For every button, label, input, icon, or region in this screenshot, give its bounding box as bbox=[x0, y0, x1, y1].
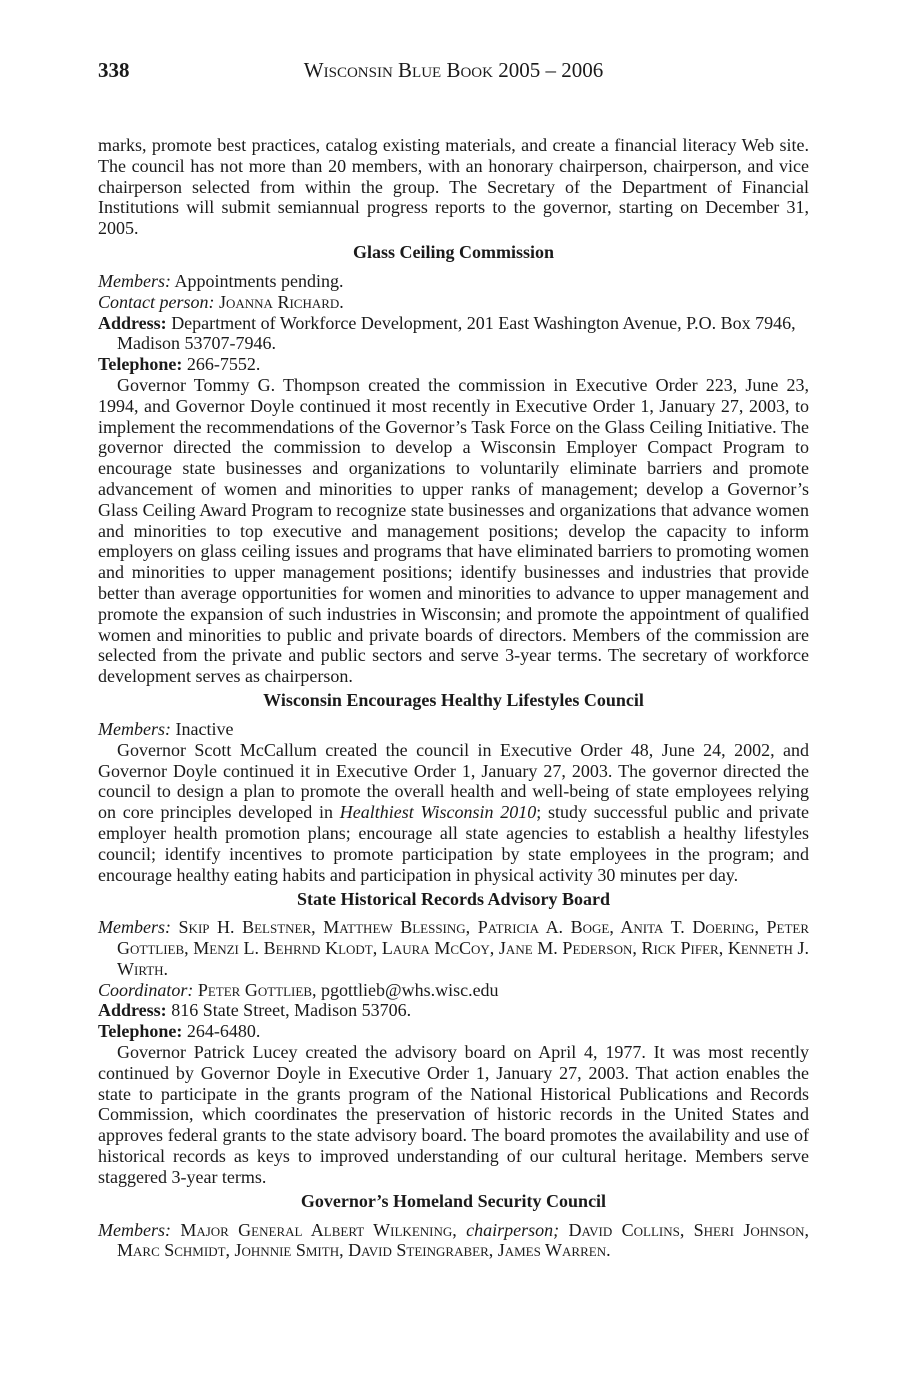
address-label: Address: bbox=[98, 312, 167, 333]
description-title-italic: Healthiest Wisconsin 2010 bbox=[339, 802, 537, 823]
page-body bbox=[98, 135, 809, 1261]
telephone-value: 266-7552. bbox=[186, 354, 261, 375]
running-head: Wisconsin Blue Book 2005 – 2006 bbox=[303, 58, 604, 82]
members-line bbox=[98, 917, 809, 979]
members-chair: Major General Albert Wilkening, bbox=[180, 1219, 457, 1240]
telephone-label: Telephone: bbox=[98, 354, 183, 375]
address-line bbox=[98, 313, 809, 355]
chair-role: chairperson; bbox=[466, 1219, 560, 1240]
healthy-lifestyles-section bbox=[98, 687, 809, 885]
members-line bbox=[98, 271, 809, 292]
members-value: Skip H. Belstner, Matthew Blessing, Patricia A. Boge, Anita T. Doering, Peter Gottlieb, Menzi L. Behrnd Klodt, Laura McCoy, Jane M. Pederson, Rick Pifer, Kenneth J. Wirth. bbox=[117, 917, 810, 979]
contact-line bbox=[98, 292, 809, 313]
contact-value: Joanna Richard. bbox=[219, 291, 344, 312]
section-title: State Historical Records Advisory Board bbox=[297, 888, 610, 909]
address-value: 816 State Street, Madison 53706. bbox=[171, 1000, 412, 1021]
coordinator-name: Peter Gottlieb, bbox=[197, 979, 317, 1000]
address-line bbox=[98, 1000, 809, 1021]
members-label: Members: bbox=[98, 917, 171, 938]
telephone-label: Telephone: bbox=[98, 1021, 183, 1042]
telephone-line bbox=[98, 1021, 809, 1042]
section-title: Glass Ceiling Commission bbox=[352, 242, 555, 263]
address-label: Address: bbox=[98, 1000, 167, 1021]
contact-label: Contact person: bbox=[98, 291, 215, 312]
address-value: Department of Workforce Development, 201 East Washington Avenue, P.O. Box 7946, Madison 53707-7946. bbox=[117, 312, 796, 354]
members-label: Members: bbox=[98, 1219, 171, 1240]
homeland-security-section bbox=[98, 1188, 809, 1262]
members-line bbox=[98, 1220, 809, 1262]
members-rest: David Collins, Sheri Johnson, Marc Schmidt, Johnnie Smith, David Steingraber, James Warren. bbox=[117, 1219, 810, 1261]
historical-records-section bbox=[98, 885, 809, 1187]
section-title: Governor’s Homeland Security Council bbox=[300, 1191, 607, 1212]
coordinator-email[interactable]: pgottlieb@whs.wisc.edu bbox=[321, 979, 499, 1000]
telephone-value: 264-6480. bbox=[186, 1021, 261, 1042]
section-description: Governor Patrick Lucey created the advisory board on April 4, 1977. It was most recently continued by Governor Doyle in Executive Order 1, January 27, 2003. That action enables the state to participate in the grants program of the National Historical Publications and Records Commission, which coordinates the preservation of historic records in the United States and approves federal grants to the state advisory board. The board promotes the availability and use of historical records as keys to improved understanding of our cultural heritage. Members serve staggered 3-year terms. bbox=[98, 1042, 809, 1187]
members-line bbox=[98, 719, 809, 740]
description-part: Governor Scott McCallum created the council in Executive Order 48, June 24, 2002, and Governor Doyle continued it in Executive Order 1, January 27, 2003. The governor directed the council to design a plan to promote the overall health and well-being of state employees relying on core principles developed in bbox=[98, 739, 809, 823]
members-value: Appointments pending. bbox=[174, 270, 344, 291]
coordinator-line bbox=[98, 980, 809, 1001]
glass-ceiling-section bbox=[98, 239, 809, 687]
telephone-line bbox=[98, 354, 809, 375]
section-title: Wisconsin Encourages Healthy Lifestyles Council bbox=[263, 690, 644, 711]
section-description: Governor Tommy G. Thompson created the commission in Executive Order 223, June 23, 1994, and Governor Doyle continued it most recently in Executive Order 1, January 27, 2003, to implement the recommendations of the Governor’s Task Force on the Glass Ceiling Initiative. The governor directed the commission to develop a Wisconsin Employer Compact Program to encourage state businesses and organizations to voluntarily eliminate barriers and promote advancement of women and minorities to upper ranks of management; develop a Governor’s Glass Ceiling Award Program to recognize state businesses and organizations that advance women and minorities to top executive and management positions; develop the capacity to inform employers on glass ceiling issues and programs that have eliminated barriers to promoting women and minorities to upper management positions; identify businesses and industries that provide better than average opportunities for women and minorities to advance to upper management and promote the expansion of such industries in Wisconsin; and promote the appointment of qualified women and minorities to public and private boards of directors. Members of the commission are selected from the private and public sectors and serve 3-year terms. The secretary of workforce development serves as chairperson. bbox=[98, 374, 809, 687]
intro-paragraph: marks, promote best practices, catalog existing materials, and create a financial literacy Web site. The council has not more than 20 members, with an honorary chairperson, chairperson, and vice chairperson selected from within the group. The Secretary of the Department of Financial Institutions will submit semiannual progress reports to the governor, starting on December 31, 2005. bbox=[98, 135, 809, 239]
coordinator-label: Coordinator: bbox=[98, 979, 194, 1000]
description-part: ; study successful public and private employer health promotion plans; encourage all state agencies to establish a healthy lifestyles council; identify incentives to promote participation by state employees in the program; and encourage healthy eating habits and participation in physical activity 30 minutes per day. bbox=[98, 802, 809, 885]
members-value: Inactive bbox=[175, 718, 234, 739]
members-label: Members: bbox=[98, 718, 171, 739]
section-description bbox=[98, 740, 809, 886]
page-number: 338 bbox=[98, 58, 130, 82]
members-label: Members: bbox=[98, 270, 171, 291]
